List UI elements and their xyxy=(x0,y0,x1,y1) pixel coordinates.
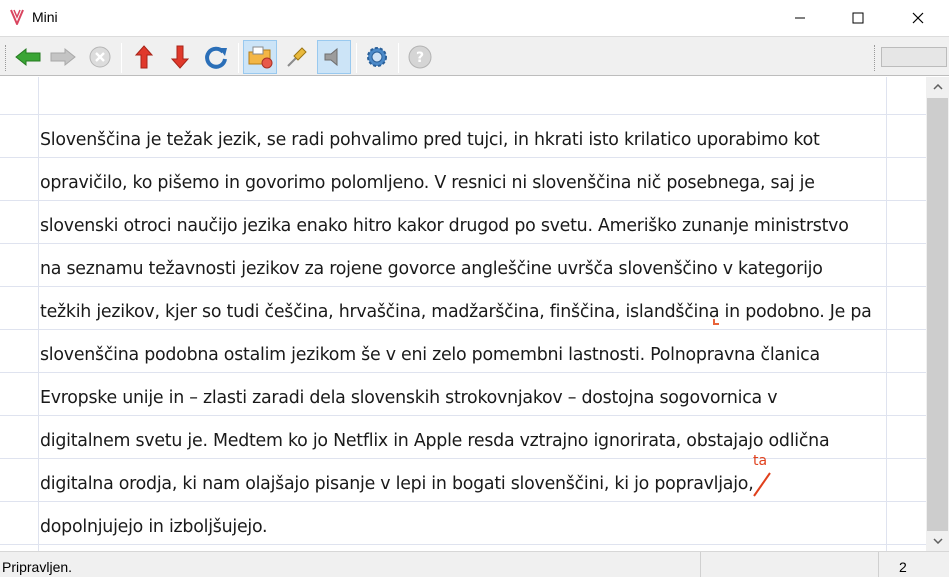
missing-comma-marker[interactable] xyxy=(713,319,719,325)
search-input[interactable] xyxy=(881,47,947,67)
refresh-icon xyxy=(203,44,229,70)
margin-line xyxy=(38,77,39,551)
stop-button[interactable] xyxy=(83,40,117,74)
folder-search-icon xyxy=(246,44,274,70)
chevron-up-icon xyxy=(933,84,943,90)
text-line: na seznamu težavnosti jezikov za rojene govorce angleščine uvršča slovenščino v kategorijo xyxy=(40,259,823,279)
ruled-line xyxy=(0,114,926,115)
text-line: digitalna orodja, ki nam olajšajo pisanje v lepi in bogati slovenščini, ki jo popravljajo, xyxy=(40,474,754,494)
forward-button[interactable] xyxy=(46,40,80,74)
text-line: digitalnem svetu je. Medtem ko jo Netflix in Apple resda vztrajno ignorirata, obstajajo odlična xyxy=(40,431,830,451)
chevron-down-icon xyxy=(933,538,943,544)
ruled-line xyxy=(0,458,926,459)
svg-text:?: ? xyxy=(415,50,425,66)
text-line: slovenščina podobna ostalim jezikom še v eni zelo pomembni lastnosti. Polnopravna članica xyxy=(40,345,820,365)
gear-icon xyxy=(364,44,390,70)
text-line: dopolnjujejo in izboljšujejo. xyxy=(40,517,268,537)
close-icon xyxy=(912,12,924,24)
close-button[interactable] xyxy=(895,0,941,36)
arrow-up-red-icon xyxy=(134,44,154,70)
scroll-down-button[interactable] xyxy=(926,531,949,551)
text-line: težkih jezikov, kjer so tudi češčina, hrvaščina, madžarščina, finščina, islandščina in podobno. Je pa xyxy=(40,302,872,322)
scroll-up-button[interactable] xyxy=(926,77,949,97)
back-button[interactable] xyxy=(11,40,45,74)
ruled-line xyxy=(0,329,926,330)
maximize-button[interactable] xyxy=(835,0,881,36)
toolbar-separator xyxy=(356,43,357,73)
arrow-down-red-icon xyxy=(170,44,190,70)
speaker-icon xyxy=(322,45,346,69)
status-text: Pripravljen. xyxy=(2,559,73,575)
strikethrough-marker[interactable] xyxy=(750,469,780,499)
title-bar xyxy=(0,0,949,36)
pin-button[interactable] xyxy=(280,40,314,74)
ruled-line xyxy=(0,200,926,201)
status-bar xyxy=(0,551,949,577)
down-button[interactable] xyxy=(163,40,197,74)
window-title: Mini xyxy=(32,9,58,25)
correction-suggestion[interactable]: ta xyxy=(753,453,768,469)
text-line: Slovenščina je težak jezik, se radi pohvalimo pred tujci, in hkrati isto krilatico uporabimo kot xyxy=(40,130,820,150)
margin-line xyxy=(886,77,887,551)
toolbar-grip[interactable] xyxy=(5,45,8,71)
ruled-line xyxy=(0,286,926,287)
stop-x-icon xyxy=(88,45,112,69)
maximize-icon xyxy=(852,12,864,24)
ruled-line xyxy=(0,157,926,158)
minimize-icon xyxy=(794,12,806,24)
app-logo-icon xyxy=(9,8,25,26)
status-separator xyxy=(878,552,879,577)
text-line: opravičilo, ko pišemo in govorimo polomljeno. V resnici ni slovenščina nič posebnega, saj je xyxy=(40,173,815,193)
status-separator xyxy=(700,552,701,577)
ruled-line xyxy=(0,501,926,502)
settings-button[interactable] xyxy=(360,40,394,74)
toolbar-separator xyxy=(238,43,239,73)
sound-button[interactable] xyxy=(317,40,351,74)
toolbar-separator xyxy=(398,43,399,73)
pushpin-icon xyxy=(284,44,310,70)
minimize-button[interactable] xyxy=(777,0,823,36)
ruled-line xyxy=(0,372,926,373)
toolbar xyxy=(0,36,949,76)
vertical-scrollbar[interactable] xyxy=(926,77,949,551)
lookup-button[interactable] xyxy=(243,40,277,74)
text-editor[interactable] xyxy=(0,77,926,551)
up-button[interactable] xyxy=(127,40,161,74)
status-count: 2 xyxy=(899,559,907,575)
ruled-line xyxy=(0,415,926,416)
arrow-left-green-icon xyxy=(14,46,42,68)
text-line: Evropske unije in – zlasti zaradi dela slovenskih strokovnjakov – dostojna sogovornica v xyxy=(40,388,778,408)
arrow-right-gray-icon xyxy=(49,46,77,68)
refresh-button[interactable] xyxy=(199,40,233,74)
ruled-line xyxy=(0,544,926,545)
ruled-line xyxy=(0,243,926,244)
help-icon xyxy=(407,44,433,70)
scrollbar-thumb[interactable] xyxy=(927,98,948,531)
toolbar-grip[interactable] xyxy=(874,45,877,71)
text-line: slovenski otroci naučijo jezika enako hitro kakor drugod po svetu. Ameriško zunanje ministrstvo xyxy=(40,216,849,236)
toolbar-separator xyxy=(121,43,122,73)
help-button[interactable] xyxy=(403,40,437,74)
